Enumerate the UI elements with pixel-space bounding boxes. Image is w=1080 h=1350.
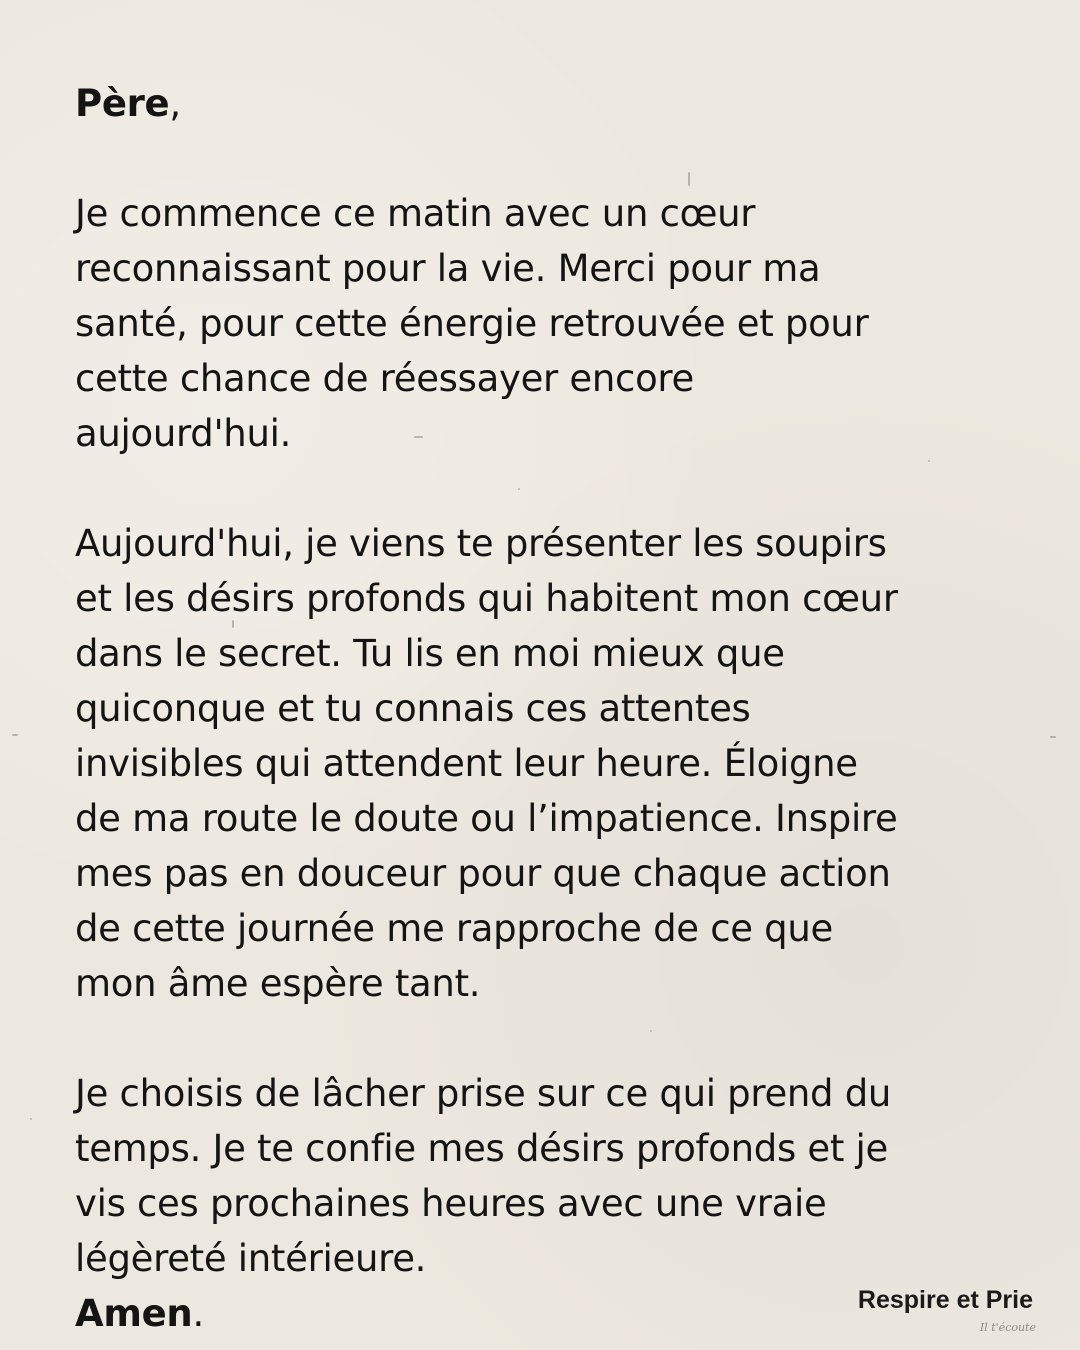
prayer-letter xyxy=(75,76,1025,1341)
text-line: cette chance de réessayer encore xyxy=(75,357,694,400)
paragraph-gratitude xyxy=(75,186,1025,461)
paper-fleck xyxy=(12,734,18,736)
paragraph-gap xyxy=(75,1011,1025,1066)
text-line: Aujourd'hui, je viens te présenter les soupirs xyxy=(75,522,887,565)
closing-punctuation: . xyxy=(192,1292,204,1335)
text-line: dans le secret. Tu lis en moi mieux que xyxy=(75,632,785,675)
paragraph-gap xyxy=(75,461,1025,516)
text-line: reconnaissant pour la vie. Merci pour ma xyxy=(75,247,821,290)
watermark: Il t'écoute xyxy=(979,1321,1036,1334)
text-line: légèreté intérieure. xyxy=(75,1237,427,1280)
text-line: de cette journée me rapproche de ce que xyxy=(75,907,833,950)
salutation-punctuation: , xyxy=(169,82,181,125)
text-line: mes pas en douceur pour que chaque action xyxy=(75,852,891,895)
text-line: temps. Je te confie mes désirs profonds et je xyxy=(75,1127,888,1170)
paragraph-letting-go xyxy=(75,1066,1025,1286)
text-line: Je choisis de lâcher prise sur ce qui prend du xyxy=(75,1072,892,1115)
text-line: mon âme espère tant. xyxy=(75,962,481,1005)
paper-fleck xyxy=(30,1118,32,1120)
paper-fleck xyxy=(1050,736,1056,738)
text-line: aujourd'hui. xyxy=(75,412,292,455)
text-line: et les désirs profonds qui habitent mon cœur xyxy=(75,577,898,620)
text-line: quiconque et tu connais ces attentes xyxy=(75,687,751,730)
closing-word: Amen xyxy=(75,1292,193,1335)
salutation xyxy=(75,76,1025,131)
text-line: vis ces prochaines heures avec une vraie xyxy=(75,1182,827,1225)
text-line: Je commence ce matin avec un cœur xyxy=(75,192,756,235)
brand-signature: Respire et Prie xyxy=(857,1286,1033,1314)
text-line: invisibles qui attendent leur heure. Éloigne xyxy=(75,742,858,785)
paragraph-desires xyxy=(75,516,1025,1011)
salutation-word: Père xyxy=(75,82,170,125)
paragraph-gap xyxy=(75,131,1025,186)
text-line: santé, pour cette énergie retrouvée et pour xyxy=(75,302,869,345)
text-line: de ma route le doute ou l’impatience. Inspire xyxy=(75,797,898,840)
